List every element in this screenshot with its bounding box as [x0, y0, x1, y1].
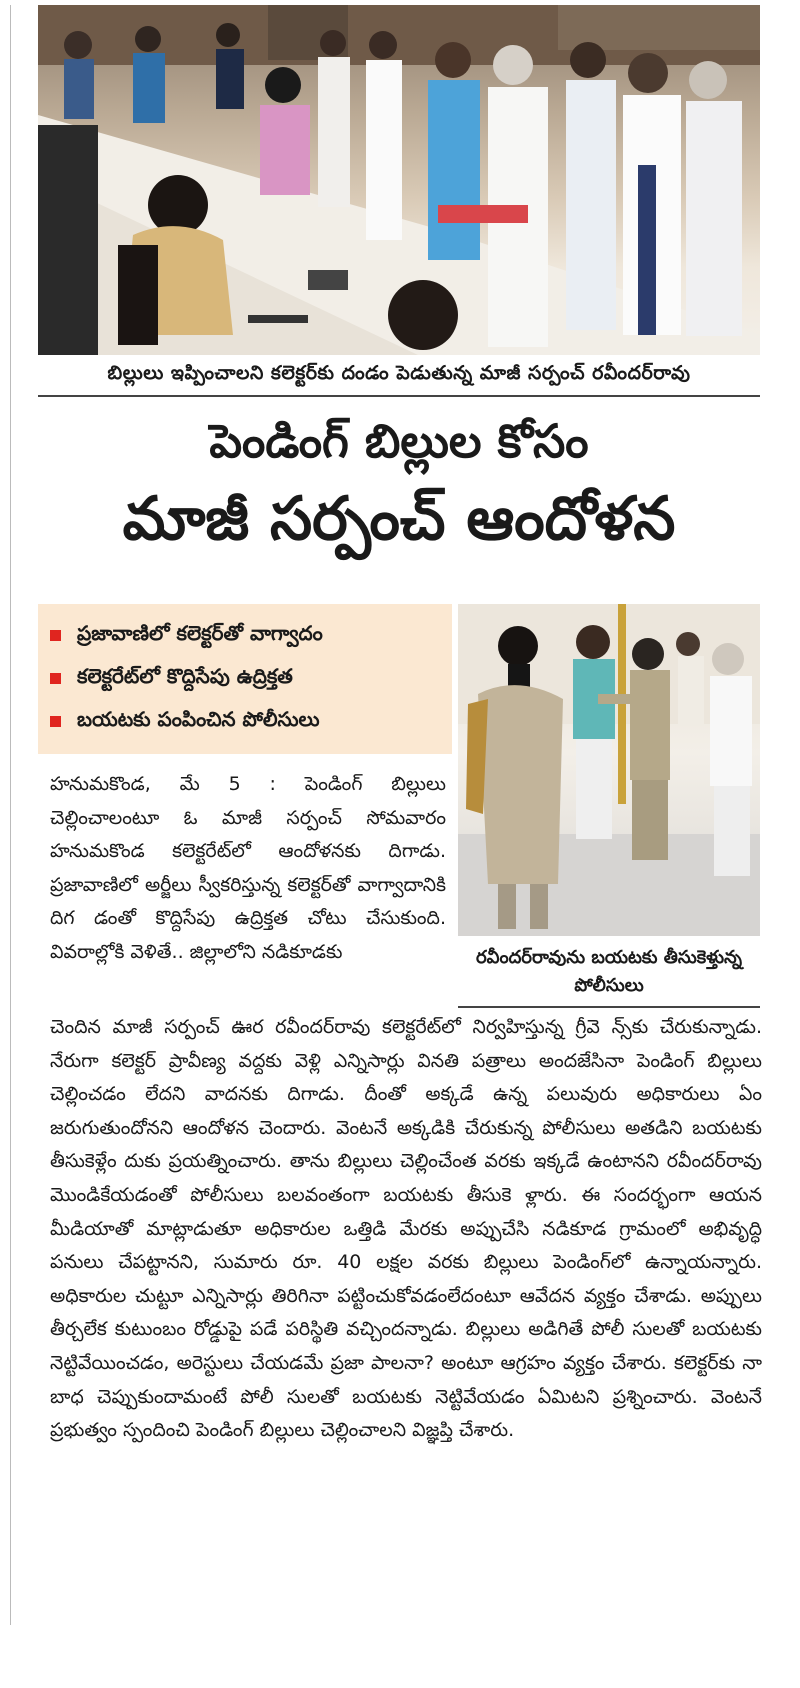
page-left-rule: [10, 5, 11, 1625]
top-news-photo: [38, 5, 760, 355]
highlight-item: [50, 614, 440, 657]
photo-caption: బిల్లులు ఇప్పించాలని కలెక్టర్‌కు దండం పెడుతున్న మాజీ సర్పంచ్ రవీందర్‌రావు: [38, 362, 760, 397]
highlight-item: [50, 700, 440, 743]
square-bullet-icon: [50, 716, 61, 727]
square-bullet-icon: [50, 673, 61, 684]
highlight-text: ప్రజావాణిలో కలెక్టర్‌తో వాగ్వాదం: [77, 621, 323, 645]
highlight-text: కలెక్టరేట్‌లో కొద్దిసేపు ఉద్రిక్తత: [77, 664, 293, 688]
headline-line-1: పెండింగ్ బిల్లుల కోసం: [209, 414, 589, 468]
article-body-full: చెందిన మాజీ సర్పంచ్ ఊర రవీందర్‌రావు కలెక్టరేట్‌లో నిర్వహిస్తున్న గ్రీవె న్స్‌కు చేరుకున్నాడు. నేరుగా కలెక్టర్ ప్రావీణ్య వద్దకు వెళ్లి ఎన్నిసార్లు వినతి పత్రాలు అందజేసినా పెండింగ్ బిల్లులు చెల్లించడం లేదని వాదనకు దిగాడు. దీంతో అక్కడే ఉన్న పలువురు అధికారులు ఏం జరుగుతుందోనని ఆందోళన చెందారు. వెంటనే అక్కడికి చేరుకున్న పోలీసులు అతడిని బయటకు తీసుకెళ్లేం దుకు ప్రయత్నించారు. తాను బిల్లులు చెల్లించేంత వరకు ఇక్కడే ఉంటానని రవీందర్‌రావు మొండికేయడంతో పోలీసులు బలవంతంగా బయటకు తీసుకె ళ్లారు. ఈ సందర్భంగా ఆయన మీడియాతో మాట్లాడుతూ అధికారుల ఒత్తిడి మేరకు అప్పుచేసి నడికూడ గ్రామంలో అభివృద్ధి పనులు చేపట్టానని, సుమారు రూ. 40 లక్షల వరకు బిల్లులు పెండింగ్‌లో ఉన్నాయన్నారు. అధికారుల చుట్టూ ఎన్నిసార్లు తిరిగినా పట్టించుకోవడంలేదంటూ ఆవేదన వ్యక్తం చేశాడు. అప్పులు తీర్చలేక కుటుంబం రోడ్డుపై పడే పరిస్థితి వచ్చిందన్నాడు. బిల్లులు అడిగితే పోలీ సులతో బయటకు నెట్టివేయించడం, అరెస్టులు చేయడమే ప్రజా పాలనా? అంటూ ఆగ్రహం వ్యక్తం చేశారు. కలెక్టర్‌కు నా బాధ చెప్పుకుందామంటే పోలీ సులతో బయటకు నెట్టివేయడం ఏమిటని ప్రశ్నించారు. వెంటనే ప్రభుత్వం స్పందించి పెండింగ్ బిల్లులు చెల్లించాలని విజ్ఞప్తి చేశారు.: [50, 1016, 762, 1442]
headline-line-2: మాజీ సర్పంచ్ ఆందోళన: [122, 483, 676, 554]
highlight-item: [50, 657, 440, 700]
square-bullet-icon: [50, 630, 61, 641]
article-body-column: హనుమకొండ, మే 5 : పెండింగ్ బిల్లులు చెల్లించాలంటూ ఓ మాజీ సర్పంచ్ సోమవారం హనుమకొండ కలెక్టరేట్‌లో ఆందోళనకు దిగాడు. ప్రజావాణిలో అర్జీలు స్వీకరిస్తున్న కలెక్టర్‌తో వాగ్వాదానికి దిగ డంతో కొద్దిసేపు ఉద్రిక్తత చోటు చేసుకుంది. వివరాల్లోకి వెళితే.. జిల్లాలోని నడికూడకు: [50, 773, 446, 963]
headline: [38, 412, 760, 558]
highlights-box: [38, 604, 452, 754]
side-news-photo: [458, 604, 760, 936]
side-photo-caption: రవీందర్‌రావును బయటకు తీసుకెళ్తున్న పోలీసులు: [458, 944, 760, 1008]
highlight-text: బయటకు పంపించిన పోలీసులు: [77, 707, 320, 731]
